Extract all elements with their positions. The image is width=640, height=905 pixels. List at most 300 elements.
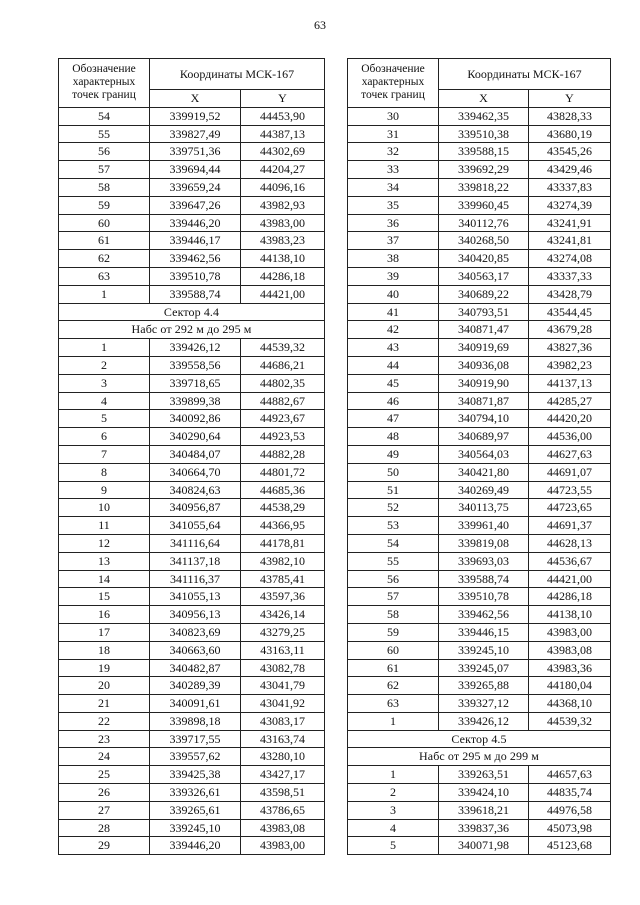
- table-row: [348, 606, 611, 624]
- section-row: [348, 748, 611, 766]
- x-coordinate-cell: 339265,88: [439, 677, 529, 695]
- y-coordinate-cell: 44536,00: [529, 428, 611, 446]
- table-row: [59, 588, 325, 606]
- point-number-cell: 27: [59, 801, 150, 819]
- y-column-header: Y: [241, 90, 325, 108]
- point-number-cell: 33: [348, 161, 439, 179]
- y-coordinate-cell: 43083,17: [241, 712, 325, 730]
- x-column-header: X: [150, 90, 241, 108]
- y-coordinate-cell: 44723,55: [529, 481, 611, 499]
- x-coordinate-cell: 339693,03: [439, 552, 529, 570]
- x-coordinate-cell: 341055,13: [150, 588, 241, 606]
- point-number-cell: 48: [348, 428, 439, 446]
- point-number-cell: 1: [348, 766, 439, 784]
- table-row: [348, 107, 611, 125]
- x-coordinate-cell: 340420,85: [439, 250, 529, 268]
- y-coordinate-cell: 44801,72: [241, 463, 325, 481]
- table-row: [59, 552, 325, 570]
- table-row: [59, 481, 325, 499]
- y-coordinate-cell: 43983,00: [241, 214, 325, 232]
- y-coordinate-cell: 45123,68: [529, 837, 611, 855]
- y-coordinate-cell: 44539,32: [241, 339, 325, 357]
- table-row: [348, 623, 611, 641]
- x-coordinate-cell: 340484,07: [150, 445, 241, 463]
- point-number-cell: 24: [59, 748, 150, 766]
- x-coordinate-cell: 340794,10: [439, 410, 529, 428]
- y-coordinate-cell: 43982,23: [529, 356, 611, 374]
- table-row: [348, 428, 611, 446]
- table-row: [348, 712, 611, 730]
- x-coordinate-cell: 339446,15: [439, 623, 529, 641]
- point-number-cell: 36: [348, 214, 439, 232]
- point-number-cell: 28: [59, 819, 150, 837]
- point-number-cell: 22: [59, 712, 150, 730]
- point-number-cell: 54: [348, 534, 439, 552]
- y-coordinate-cell: 44882,67: [241, 392, 325, 410]
- y-coordinate-cell: 43983,08: [529, 641, 611, 659]
- table-row: [59, 570, 325, 588]
- point-number-cell: 38: [348, 250, 439, 268]
- page-number: 63: [314, 18, 326, 32]
- point-number-cell: 51: [348, 481, 439, 499]
- x-coordinate-cell: 339588,74: [439, 570, 529, 588]
- section-label: Сектор 4.4: [59, 303, 325, 321]
- point-number-cell: 5: [59, 410, 150, 428]
- x-coordinate-cell: 339245,07: [439, 659, 529, 677]
- x-coordinate-cell: 339446,20: [150, 837, 241, 855]
- y-coordinate-cell: 44096,16: [241, 178, 325, 196]
- table-row: [59, 677, 325, 695]
- y-coordinate-cell: 44628,13: [529, 534, 611, 552]
- y-coordinate-cell: 43241,91: [529, 214, 611, 232]
- y-coordinate-cell: 43428,79: [529, 285, 611, 303]
- table-row: [59, 410, 325, 428]
- x-coordinate-cell: 340290,64: [150, 428, 241, 446]
- table-row: [348, 784, 611, 802]
- point-number-cell: 49: [348, 445, 439, 463]
- y-coordinate-cell: 43337,83: [529, 178, 611, 196]
- y-coordinate-cell: 43545,26: [529, 143, 611, 161]
- table-row: [348, 339, 611, 357]
- y-coordinate-cell: 43280,10: [241, 748, 325, 766]
- table-row: [59, 143, 325, 161]
- point-number-cell: 58: [348, 606, 439, 624]
- point-number-cell: 62: [59, 250, 150, 268]
- x-coordinate-cell: 339510,38: [439, 125, 529, 143]
- x-coordinate-cell: 340564,03: [439, 445, 529, 463]
- table-row: [348, 819, 611, 837]
- x-coordinate-cell: 340823,69: [150, 623, 241, 641]
- x-coordinate-cell: 340663,60: [150, 641, 241, 659]
- coordinates-table-left: [58, 58, 325, 855]
- point-number-cell: 4: [59, 392, 150, 410]
- point-number-cell: 57: [348, 588, 439, 606]
- y-coordinate-cell: 44685,36: [241, 481, 325, 499]
- point-number-cell: 1: [59, 339, 150, 357]
- y-coordinate-cell: 44536,67: [529, 552, 611, 570]
- x-coordinate-cell: 340269,49: [439, 481, 529, 499]
- point-number-cell: 15: [59, 588, 150, 606]
- point-number-cell: 2: [348, 784, 439, 802]
- y-coordinate-cell: 44138,10: [529, 606, 611, 624]
- table-row: [348, 410, 611, 428]
- table-row: [59, 445, 325, 463]
- table-row: [59, 499, 325, 517]
- table-row: [59, 517, 325, 535]
- point-number-cell: 3: [348, 801, 439, 819]
- point-number-cell: 21: [59, 695, 150, 713]
- y-coordinate-cell: 44368,10: [529, 695, 611, 713]
- table-row: [348, 552, 611, 570]
- y-coordinate-cell: 44178,81: [241, 534, 325, 552]
- table-row: [348, 659, 611, 677]
- table-row: [59, 250, 325, 268]
- table-row: [59, 428, 325, 446]
- point-number-cell: 55: [59, 125, 150, 143]
- table-row: [59, 606, 325, 624]
- y-coordinate-cell: 44923,67: [241, 410, 325, 428]
- y-column-header: Y: [529, 90, 611, 108]
- point-number-cell: 10: [59, 499, 150, 517]
- x-coordinate-cell: 339694,44: [150, 161, 241, 179]
- designation-header: Обозначение характерных точек границ: [348, 59, 439, 108]
- point-number-cell: 58: [59, 178, 150, 196]
- x-coordinate-cell: 340421,80: [439, 463, 529, 481]
- x-coordinate-cell: 339426,12: [150, 339, 241, 357]
- coords-title-header: Координаты МСК-167: [150, 59, 325, 90]
- point-number-cell: 13: [59, 552, 150, 570]
- x-coordinate-cell: 339265,61: [150, 801, 241, 819]
- point-number-cell: 56: [348, 570, 439, 588]
- table-row: [59, 534, 325, 552]
- x-coordinate-cell: 339960,45: [439, 196, 529, 214]
- point-number-cell: 59: [59, 196, 150, 214]
- point-number-cell: 34: [348, 178, 439, 196]
- x-coordinate-cell: 339462,35: [439, 107, 529, 125]
- section-label: Набс от 295 м до 299 м: [348, 748, 611, 766]
- x-coordinate-cell: 339618,21: [439, 801, 529, 819]
- point-number-cell: 41: [348, 303, 439, 321]
- y-coordinate-cell: 44286,18: [241, 267, 325, 285]
- section-row: [59, 303, 325, 321]
- y-coordinate-cell: 43163,74: [241, 730, 325, 748]
- y-coordinate-cell: 44137,13: [529, 374, 611, 392]
- y-coordinate-cell: 44180,04: [529, 677, 611, 695]
- table-row: [59, 712, 325, 730]
- table-row: [59, 285, 325, 303]
- y-coordinate-cell: 44286,18: [529, 588, 611, 606]
- y-coordinate-cell: 43983,00: [241, 837, 325, 855]
- y-coordinate-cell: 43679,28: [529, 321, 611, 339]
- x-coordinate-cell: 339751,36: [150, 143, 241, 161]
- x-coordinate-cell: 339424,10: [439, 784, 529, 802]
- y-coordinate-cell: 43982,10: [241, 552, 325, 570]
- x-coordinate-cell: 339837,36: [439, 819, 529, 837]
- point-number-cell: 60: [59, 214, 150, 232]
- y-coordinate-cell: 43983,36: [529, 659, 611, 677]
- point-number-cell: 57: [59, 161, 150, 179]
- point-number-cell: 1: [348, 712, 439, 730]
- x-coordinate-cell: 340793,51: [439, 303, 529, 321]
- y-coordinate-cell: 43041,92: [241, 695, 325, 713]
- table-row: [348, 481, 611, 499]
- x-coordinate-cell: 340092,86: [150, 410, 241, 428]
- point-number-cell: 25: [59, 766, 150, 784]
- x-coordinate-cell: 339919,52: [150, 107, 241, 125]
- y-coordinate-cell: 43597,36: [241, 588, 325, 606]
- table-row: [348, 125, 611, 143]
- table-row: [348, 232, 611, 250]
- x-coordinate-cell: 340919,90: [439, 374, 529, 392]
- point-number-cell: 39: [348, 267, 439, 285]
- table-row: [59, 267, 325, 285]
- x-coordinate-cell: 340112,76: [439, 214, 529, 232]
- y-coordinate-cell: 44302,69: [241, 143, 325, 161]
- point-number-cell: 9: [59, 481, 150, 499]
- point-number-cell: 40: [348, 285, 439, 303]
- section-label: Сектор 4.5: [348, 730, 611, 748]
- x-coordinate-cell: 339462,56: [439, 606, 529, 624]
- table-row: [59, 107, 325, 125]
- y-coordinate-cell: 43983,23: [241, 232, 325, 250]
- table-row: [348, 356, 611, 374]
- point-number-cell: 19: [59, 659, 150, 677]
- x-coordinate-cell: 340919,69: [439, 339, 529, 357]
- y-coordinate-cell: 43982,93: [241, 196, 325, 214]
- table-row: [348, 463, 611, 481]
- table-row: [59, 659, 325, 677]
- table-row: [348, 695, 611, 713]
- point-number-cell: 55: [348, 552, 439, 570]
- y-coordinate-cell: 43598,51: [241, 784, 325, 802]
- y-coordinate-cell: 44421,00: [529, 570, 611, 588]
- y-coordinate-cell: 43429,46: [529, 161, 611, 179]
- y-coordinate-cell: 43983,00: [529, 623, 611, 641]
- point-number-cell: 17: [59, 623, 150, 641]
- x-coordinate-cell: 340071,98: [439, 837, 529, 855]
- x-coordinate-cell: 340871,47: [439, 321, 529, 339]
- table-row: [59, 641, 325, 659]
- x-coordinate-cell: 340689,97: [439, 428, 529, 446]
- x-coordinate-cell: 339446,20: [150, 214, 241, 232]
- point-number-cell: 8: [59, 463, 150, 481]
- y-coordinate-cell: 44691,07: [529, 463, 611, 481]
- table-row: [59, 730, 325, 748]
- point-number-cell: 62: [348, 677, 439, 695]
- table-body-left: [59, 107, 325, 854]
- x-coordinate-cell: 339446,17: [150, 232, 241, 250]
- x-coordinate-cell: 339557,62: [150, 748, 241, 766]
- point-number-cell: 61: [59, 232, 150, 250]
- point-number-cell: 23: [59, 730, 150, 748]
- table-row: [348, 517, 611, 535]
- x-coordinate-cell: 339818,22: [439, 178, 529, 196]
- x-coordinate-cell: 341137,18: [150, 552, 241, 570]
- x-coordinate-cell: 341055,64: [150, 517, 241, 535]
- point-number-cell: 45: [348, 374, 439, 392]
- point-number-cell: 1: [59, 285, 150, 303]
- x-coordinate-cell: 340936,08: [439, 356, 529, 374]
- point-number-cell: 54: [59, 107, 150, 125]
- y-coordinate-cell: 45073,98: [529, 819, 611, 837]
- x-coordinate-cell: 339425,38: [150, 766, 241, 784]
- y-coordinate-cell: 44835,74: [529, 784, 611, 802]
- y-coordinate-cell: 43274,39: [529, 196, 611, 214]
- x-coordinate-cell: 340563,17: [439, 267, 529, 285]
- table-row: [348, 588, 611, 606]
- x-coordinate-cell: 339647,26: [150, 196, 241, 214]
- y-coordinate-cell: 44421,00: [241, 285, 325, 303]
- x-coordinate-cell: 339245,10: [439, 641, 529, 659]
- y-coordinate-cell: 44285,27: [529, 392, 611, 410]
- point-number-cell: 50: [348, 463, 439, 481]
- table-row: [348, 214, 611, 232]
- point-number-cell: 44: [348, 356, 439, 374]
- point-number-cell: 14: [59, 570, 150, 588]
- y-coordinate-cell: 44691,37: [529, 517, 611, 535]
- table-row: [59, 178, 325, 196]
- section-label: Набс от 292 м до 295 м: [59, 321, 325, 339]
- y-coordinate-cell: 43785,41: [241, 570, 325, 588]
- point-number-cell: 29: [59, 837, 150, 855]
- table-row: [59, 801, 325, 819]
- x-coordinate-cell: 339718,65: [150, 374, 241, 392]
- point-number-cell: 7: [59, 445, 150, 463]
- x-coordinate-cell: 340689,22: [439, 285, 529, 303]
- y-coordinate-cell: 43828,33: [529, 107, 611, 125]
- table-row: [348, 267, 611, 285]
- x-coordinate-cell: 340956,87: [150, 499, 241, 517]
- x-coordinate-cell: 339558,56: [150, 356, 241, 374]
- point-number-cell: 53: [348, 517, 439, 535]
- table-row: [59, 125, 325, 143]
- table-row: [348, 534, 611, 552]
- y-coordinate-cell: 43337,33: [529, 267, 611, 285]
- table-row: [348, 677, 611, 695]
- y-coordinate-cell: 44204,27: [241, 161, 325, 179]
- section-row: [348, 730, 611, 748]
- point-number-cell: 59: [348, 623, 439, 641]
- x-coordinate-cell: 339588,15: [439, 143, 529, 161]
- x-coordinate-cell: 339462,56: [150, 250, 241, 268]
- point-number-cell: 52: [348, 499, 439, 517]
- x-coordinate-cell: 339245,10: [150, 819, 241, 837]
- y-coordinate-cell: 44453,90: [241, 107, 325, 125]
- point-number-cell: 60: [348, 641, 439, 659]
- x-coordinate-cell: 339588,74: [150, 285, 241, 303]
- table-row: [59, 784, 325, 802]
- x-coordinate-cell: 339898,18: [150, 712, 241, 730]
- table-row: [59, 339, 325, 357]
- table-row: [348, 374, 611, 392]
- table-row: [348, 837, 611, 855]
- designation-header: Обозначение характерных точек границ: [59, 59, 150, 108]
- y-coordinate-cell: 43786,65: [241, 801, 325, 819]
- point-number-cell: 61: [348, 659, 439, 677]
- point-number-cell: 43: [348, 339, 439, 357]
- point-number-cell: 12: [59, 534, 150, 552]
- x-coordinate-cell: 339717,55: [150, 730, 241, 748]
- x-coordinate-cell: 340113,75: [439, 499, 529, 517]
- y-coordinate-cell: 43041,79: [241, 677, 325, 695]
- table-row: [348, 285, 611, 303]
- x-coordinate-cell: 340871,87: [439, 392, 529, 410]
- table-row: [59, 214, 325, 232]
- x-coordinate-cell: 339819,08: [439, 534, 529, 552]
- point-number-cell: 5: [348, 837, 439, 855]
- point-number-cell: 31: [348, 125, 439, 143]
- point-number-cell: 4: [348, 819, 439, 837]
- x-coordinate-cell: 339899,38: [150, 392, 241, 410]
- point-number-cell: 37: [348, 232, 439, 250]
- point-number-cell: 26: [59, 784, 150, 802]
- x-coordinate-cell: 339510,78: [439, 588, 529, 606]
- table-row: [348, 161, 611, 179]
- table-row: [59, 695, 325, 713]
- point-number-cell: 35: [348, 196, 439, 214]
- point-number-cell: 47: [348, 410, 439, 428]
- x-coordinate-cell: 339326,61: [150, 784, 241, 802]
- y-coordinate-cell: 44138,10: [241, 250, 325, 268]
- x-coordinate-cell: 340824,63: [150, 481, 241, 499]
- y-coordinate-cell: 43082,78: [241, 659, 325, 677]
- y-coordinate-cell: 44539,32: [529, 712, 611, 730]
- table-row: [59, 392, 325, 410]
- x-coordinate-cell: 340289,39: [150, 677, 241, 695]
- table-row: [59, 374, 325, 392]
- point-number-cell: 46: [348, 392, 439, 410]
- y-coordinate-cell: 43163,11: [241, 641, 325, 659]
- x-coordinate-cell: 339961,40: [439, 517, 529, 535]
- y-coordinate-cell: 44387,13: [241, 125, 325, 143]
- table-row: [59, 463, 325, 481]
- point-number-cell: 42: [348, 321, 439, 339]
- point-number-cell: 6: [59, 428, 150, 446]
- y-coordinate-cell: 44802,35: [241, 374, 325, 392]
- y-coordinate-cell: 44686,21: [241, 356, 325, 374]
- x-coordinate-cell: 339327,12: [439, 695, 529, 713]
- table-row: [348, 766, 611, 784]
- point-number-cell: 63: [348, 695, 439, 713]
- y-coordinate-cell: 44420,20: [529, 410, 611, 428]
- y-coordinate-cell: 43279,25: [241, 623, 325, 641]
- x-coordinate-cell: 340664,70: [150, 463, 241, 481]
- table-row: [59, 161, 325, 179]
- table-row: [348, 801, 611, 819]
- table-row: [348, 445, 611, 463]
- table-row: [348, 143, 611, 161]
- coords-title-header: Координаты МСК-167: [439, 59, 611, 90]
- table-row: [59, 232, 325, 250]
- y-coordinate-cell: 43827,36: [529, 339, 611, 357]
- y-coordinate-cell: 43241,81: [529, 232, 611, 250]
- y-coordinate-cell: 43544,45: [529, 303, 611, 321]
- x-coordinate-cell: 339692,29: [439, 161, 529, 179]
- y-coordinate-cell: 44538,29: [241, 499, 325, 517]
- x-coordinate-cell: 339659,24: [150, 178, 241, 196]
- x-coordinate-cell: 341116,37: [150, 570, 241, 588]
- table-row: [59, 748, 325, 766]
- y-coordinate-cell: 44366,95: [241, 517, 325, 535]
- point-number-cell: 63: [59, 267, 150, 285]
- table-row: [348, 303, 611, 321]
- x-coordinate-cell: 340091,61: [150, 695, 241, 713]
- x-coordinate-cell: 339263,51: [439, 766, 529, 784]
- point-number-cell: 56: [59, 143, 150, 161]
- table-row: [348, 321, 611, 339]
- table-row: [59, 819, 325, 837]
- table-row: [59, 766, 325, 784]
